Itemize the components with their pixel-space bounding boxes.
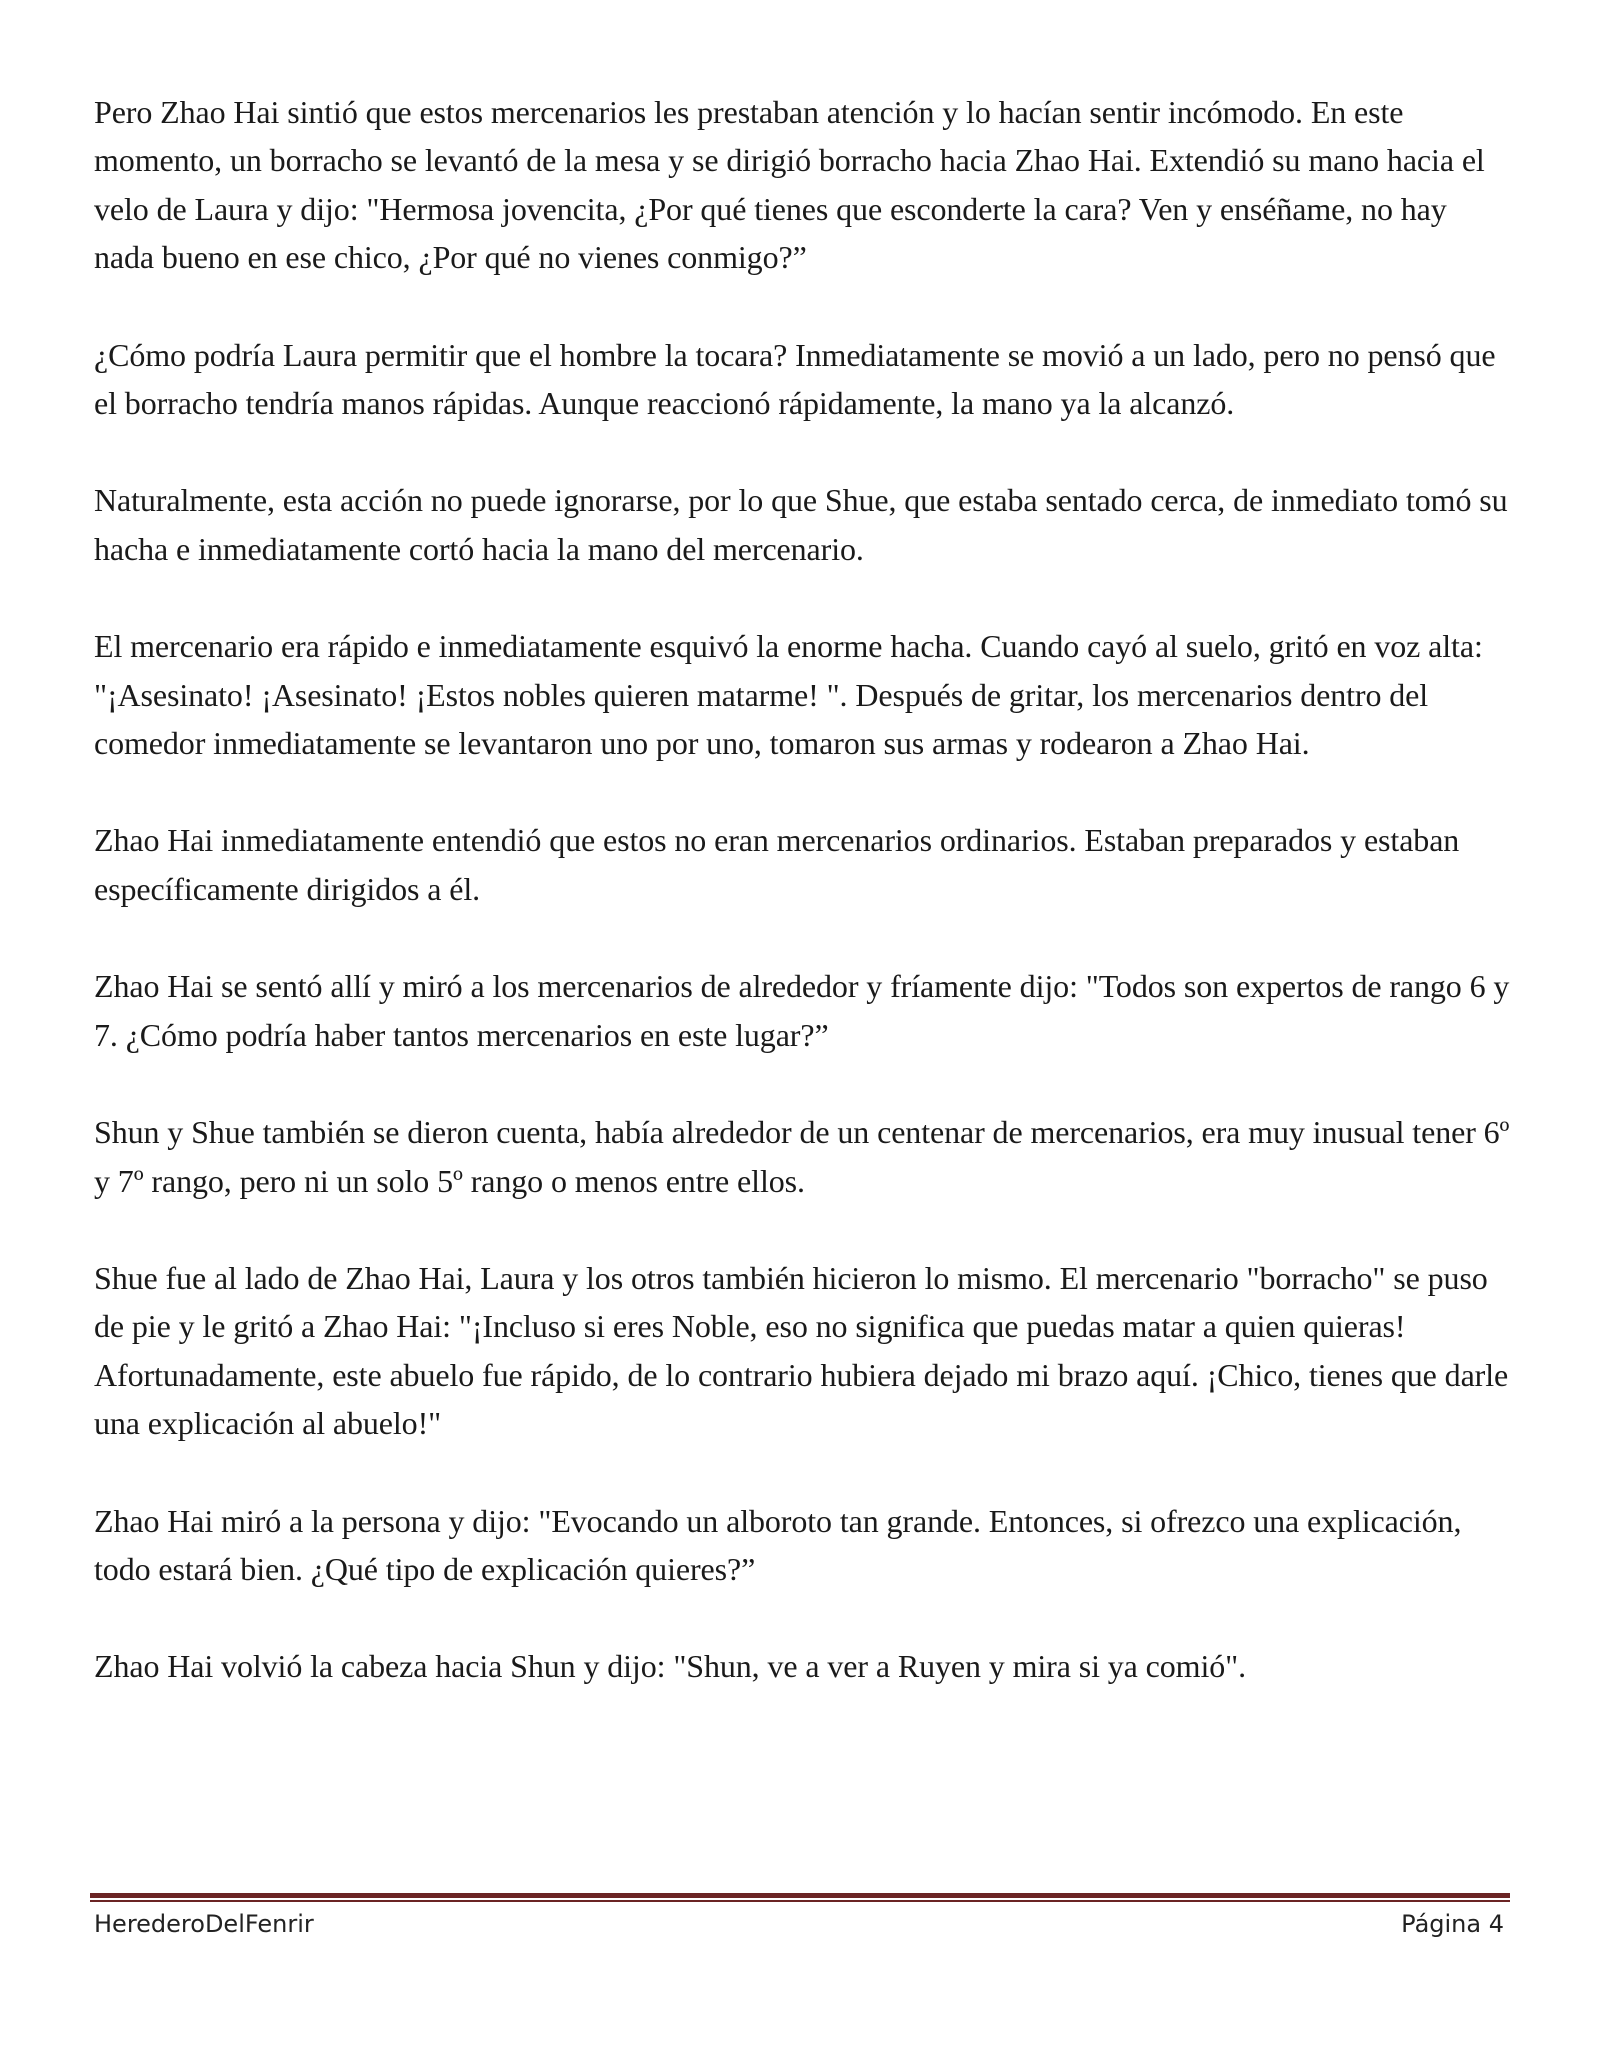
paragraph: El mercenario era rápido e inmediatamente esquivó la enorme hacha. Cuando cayó al suelo, gritó en voz alta: "¡Asesinato! ¡Asesinato! ¡Estos nobles quieren matarme! ". Después de gritar, los mercenarios dentro del comedor inmediatamente se levantaron uno por uno, tomaron sus armas y rodearon a Zhao Hai.: [94, 628, 1483, 762]
footer-divider: [90, 1893, 1510, 1902]
paragraph: Shun y Shue también se dieron cuenta, había alrededor de un centenar de mercenarios, era muy inusual tener 6º y 7º rango, pero ni un solo 5º rango o menos entre ellos.: [94, 1114, 1510, 1199]
paragraph: Zhao Hai miró a la persona y dijo: "Evocando un alboroto tan grande. Entonces, si ofrezco una explicación, todo estará bien. ¿Qué tipo de explicación quieres?”: [94, 1502, 1462, 1587]
page-number: Página 4: [1401, 1910, 1504, 1938]
paragraph: Zhao Hai volvió la cabeza hacia Shun y dijo: "Shun, ve a ver a Ruyen y mira si ya comió".: [94, 1648, 1247, 1685]
page-body: [94, 88, 1514, 1740]
paragraph: Zhao Hai se sentó allí y miró a los mercenarios de alrededor y fríamente dijo: "Todos son expertos de rango 6 y 7. ¿Cómo podría haber tantos mercenarios en este lugar?”: [94, 968, 1510, 1053]
paragraph: Zhao Hai inmediatamente entendió que estos no eran mercenarios ordinarios. Estaban preparados y estaban específicamente dirigidos a él.: [94, 822, 1460, 907]
footer-divider-thin: [90, 1900, 1510, 1902]
paragraph: ¿Cómo podría Laura permitir que el hombre la tocara? Inmediatamente se movió a un lado, pero no pensó que el borracho tendría manos rápidas. Aunque reaccionó rápidamente, la mano ya la alcanzó.: [94, 336, 1496, 422]
paragraph: Pero Zhao Hai sintió que estos mercenarios les prestaban atención y lo hacían sentir incómodo. En este momento, un borracho se levantó de la mesa y se dirigió borracho hacia Zhao Hai. Extendió su mano hacia el velo de Laura y dijo: "Hermosa jovencita, ¿Por qué tienes que esconderte la cara? Ven y enséñame, no hay nada bueno en ese chico, ¿Por qué no vienes conmigo?”: [94, 94, 1485, 276]
footer-author: HerederoDelFenrir: [94, 1910, 314, 1938]
paragraph: Naturalmente, esta acción no puede ignorarse, por lo que Shue, que estaba sentado cerca, de inmediato tomó su hacha e inmediatamente cortó hacia la mano del mercenario.: [94, 482, 1508, 567]
paragraph: Shue fue al lado de Zhao Hai, Laura y los otros también hicieron lo mismo. El mercenario "borracho" se puso de pie y le gritó a Zhao Hai: "¡Incluso si eres Noble, eso no significa que puedas matar a quien quieras! Afortunadamente, este abuelo fue rápido, de lo contrario hubiera dejado mi brazo aquí. ¡Chico, tienes que darle una explicación al abuelo!": [94, 1259, 1509, 1442]
footer-divider-thick: [90, 1893, 1510, 1898]
